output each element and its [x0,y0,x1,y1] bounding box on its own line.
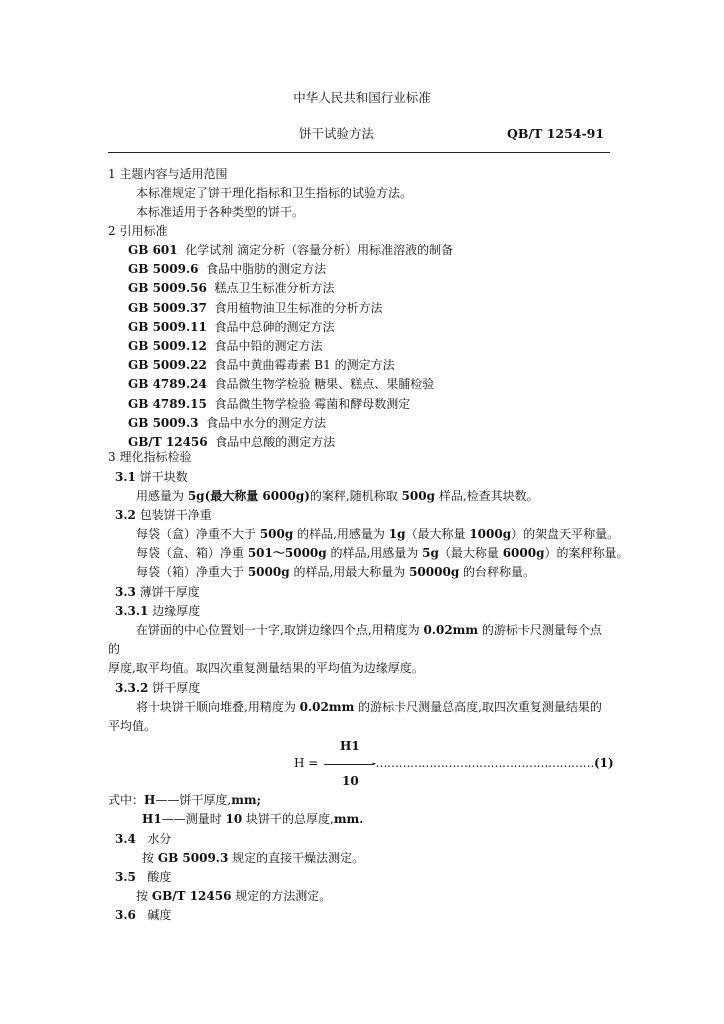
reference-item [128,434,335,450]
section-3-3-1-heading [115,603,200,619]
section-title: 酸度 [147,870,172,884]
text-run: 5g(最大称量 6000g) [187,489,310,503]
text-run: 按 [142,851,158,865]
text-run: H [144,793,156,807]
reference-title: 食品微生物学检验 糖果、糕点、果脯检验 [214,377,435,392]
section-title: 饼干块数 [139,470,188,484]
section-number: 3.6 [115,908,136,922]
reference-item [128,300,383,316]
standard-org-title: 中华人民共和国行业标准 [293,90,431,105]
text-run: 在饼面的中心位置划一十字,取饼边缘四个点,用精度为 [136,623,424,637]
text-run: 6000g [502,546,545,560]
reference-title: 食品中黄曲霉毒素 B1 的测定方法 [214,358,395,373]
reference-title: 食品中铅的测定方法 [214,339,323,353]
text-run: 的样品,用感量为 [293,527,389,541]
text-run: ——测量时 [161,812,226,826]
section-title: 薄饼干厚度 [139,585,200,599]
reference-code: GB 4789.15 [128,396,207,411]
text-run: 501～5000g [247,546,327,560]
formula-lhs: H = [294,756,319,770]
reference-title: 食品中脂肪的测定方法 [206,262,327,277]
text-run: ）的案秤称量。 [544,546,629,560]
section-3-3-1-line-2: 的 [108,642,121,656]
text-run: mm; [231,793,262,807]
reference-code: GB 5009.3 [128,415,199,430]
document-title: 饼干试验方法 [299,126,375,141]
text-run: 规定的方法测定。 [231,889,332,903]
section-number: 3.2 [115,508,136,522]
reference-title: 食品微生物学检验 霉菌和酵母数测定 [214,396,411,411]
reference-code: GB/T 12456 [128,435,208,449]
text-run: 的样品,用最大称量为 [289,565,410,579]
text-run: 500g [259,527,294,541]
section-3-3-heading [115,584,200,600]
reference-code: GB 5009.6 [128,262,199,277]
text-run: 的游标卡尺测量每个点 [478,623,602,637]
section-title: 碱度 [147,908,172,922]
reference-code: GB 5009.37 [128,300,207,315]
header-rule [108,152,610,153]
document-code: QB/T 1254-91 [507,126,605,141]
text-run: 0.02mm [299,700,355,714]
section-number: 3.5 [115,870,136,884]
where-clause-line-1 [108,792,261,808]
text-run: （最大称量 [405,527,470,541]
section-3-2-line-3 [136,564,535,580]
text-run: 5g [422,546,439,560]
section-3-2-heading [115,507,212,523]
section-3-3-1-line-1 [136,622,602,638]
reference-code: GB 601 [128,243,178,257]
text-run: （最大称量 [438,546,503,560]
text-run: ）的架盘天平称量。 [511,527,620,541]
text-run: 样品,检查其块数。 [435,489,539,503]
text-run: GB/T 12456 [151,889,232,903]
text-run: GB 5009.3 [157,851,229,865]
text-run: 规定的直接干燥法测定。 [228,851,365,865]
section-number: 3.1 [115,470,136,484]
text-run: 的台秤称量。 [459,565,536,579]
reference-item [128,357,395,373]
section-3-3-1-line-3: 厚度,取平均值。取四次重复测量结果的平均值为边缘厚度。 [108,661,424,675]
formula-fraction-bar [324,764,374,765]
reference-item [128,338,323,354]
reference-item [128,242,453,258]
section-3-2-line-1 [136,526,619,542]
reference-code: GB 5009.11 [128,319,207,334]
reference-item [128,376,434,392]
section-1-para-2: 本标准适用于各种类型的饼干。 [136,205,305,219]
section-3-1-text [136,488,539,504]
text-run: H1 [142,812,162,826]
reference-item [128,396,410,412]
where-label: 式中： [108,793,145,807]
text-run: 1000g [469,527,512,541]
reference-item [128,319,335,335]
section-1-para-1: 本标准规定了饼干理化指标和卫生指标的试验方法。 [136,186,413,200]
section-title: 包装饼干净重 [139,508,212,522]
section-3-5-heading [115,869,171,885]
reference-title: 食用植物油卫生标准的分析方法 [214,300,383,315]
formula-denominator: 10 [342,774,359,788]
section-title: 饼干厚度 [152,681,201,695]
section-title: 水分 [147,832,172,846]
section-number: 3.4 [115,832,136,846]
formula-number: (1) [594,756,614,770]
where-clause-line-2 [142,811,363,827]
text-run: 的游标卡尺测量总高度,取四次重复测量结果的 [354,700,602,714]
reference-code: GB 5009.56 [128,281,207,296]
section-3-1-heading [115,469,188,485]
reference-item [128,415,326,431]
formula-leader-dots: -………………………………………………… [372,756,595,770]
section-3-3-2-heading [115,680,200,696]
reference-title: 食品中总砷的测定方法 [214,319,335,334]
text-run: 的案秤,随机称取 [309,489,402,503]
section-3-4-text [142,850,364,866]
text-run: 0.02mm [423,623,479,637]
section-title: 边缘厚度 [152,604,201,618]
text-run: ——饼干厚度, [155,793,232,807]
section-number: 3.3.2 [115,681,149,695]
section-number: 3.3.1 [115,604,149,618]
reference-item [128,280,335,296]
text-run: 块饼干的总厚度, [242,812,334,826]
text-run: 1g [388,527,406,541]
text-run: 每袋（盒）净重不大于 [136,527,260,541]
reference-code: GB 4789.24 [128,377,207,392]
text-run: 的样品,用感量为 [326,546,423,560]
text-run: 每袋（箱）净重大于 [136,565,248,579]
text-run: 按 [136,889,152,903]
text-run: 每袋（盒、箱）净重 [136,546,248,560]
reference-code: GB 5009.22 [128,358,207,373]
section-3-5-text [136,888,331,904]
text-run: 10 [225,812,243,826]
section-1-heading: 1 主题内容与适用范围 [108,167,228,181]
section-2-heading: 2 引用标准 [108,224,168,238]
reference-code: GB 5009.12 [128,339,207,353]
text-run: 50000g [409,565,460,579]
section-3-heading: 3 理化指标检验 [108,450,192,464]
text-run: mm. [333,812,364,826]
where-h-definition [144,793,261,807]
reference-title: 化学试剂 滴定分析（容量分析）用标准溶液的制备 [185,243,454,257]
section-number: 3.3 [115,585,136,599]
reference-title: 糕点卫生标准分析方法 [214,281,335,296]
section-3-3-2-line-1 [136,699,602,715]
reference-title: 食品中水分的测定方法 [206,415,327,430]
section-3-3-2-line-2: 平均值。 [108,719,157,733]
reference-title: 食品中总酸的测定方法 [215,435,336,449]
text-run: 将十块饼干顺向堆叠,用精度为 [136,700,300,714]
formula-numerator: H1 [340,739,360,753]
reference-item [128,261,326,277]
section-3-4-heading [115,831,171,847]
section-3-2-line-2 [136,545,629,561]
text-run: 5000g [247,565,290,579]
text-run: 500g [401,489,435,503]
section-3-6-heading [115,907,171,923]
text-run: 用感量为 [136,489,188,503]
